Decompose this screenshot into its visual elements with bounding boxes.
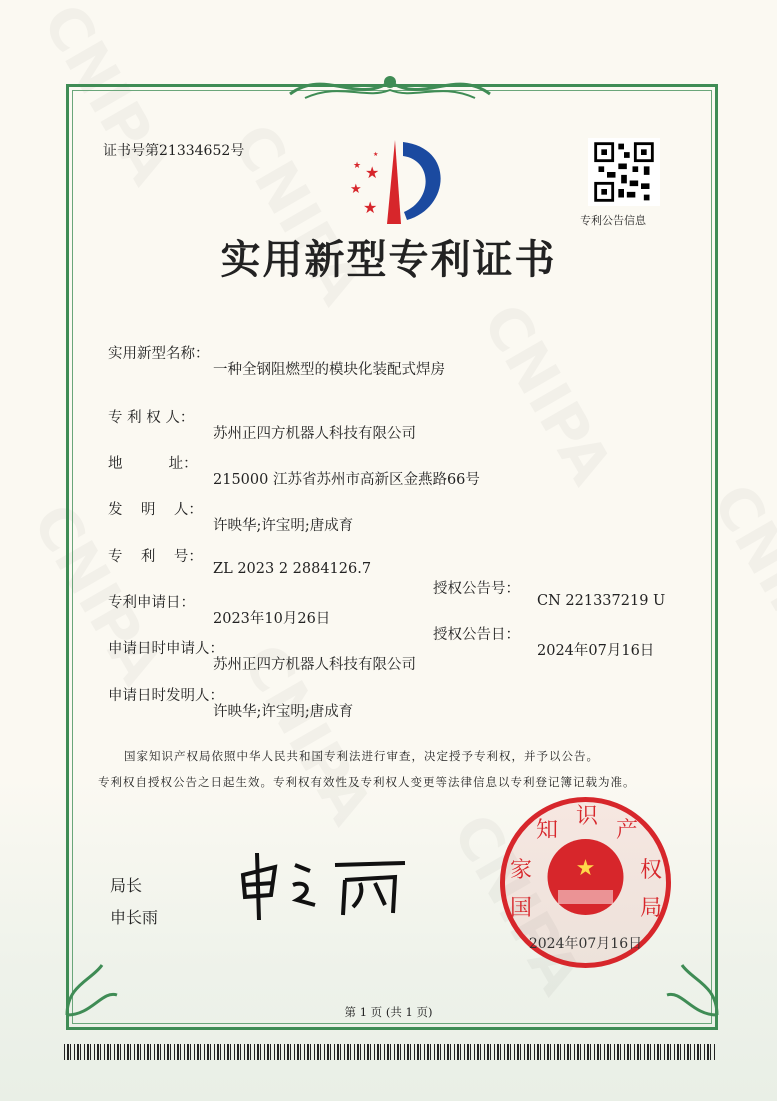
top-ornament xyxy=(285,68,495,104)
svg-text:★: ★ xyxy=(350,182,362,197)
field-inventor xyxy=(0,482,777,534)
field-value: 2023年10月26日 xyxy=(213,611,331,627)
field-value: 215000 江苏省苏州市高新区金燕路66号 xyxy=(213,472,480,488)
svg-text:★: ★ xyxy=(363,198,378,217)
qr-label: 专利公告信息 xyxy=(580,214,646,227)
svg-text:★: ★ xyxy=(353,161,362,171)
field-applicant-at-filing xyxy=(0,621,777,673)
field-label: 申请日时申请人： xyxy=(108,641,224,657)
field-value: 苏州正四方机器人科技有限公司 xyxy=(213,657,416,673)
svg-text:★: ★ xyxy=(373,151,379,158)
field-label: 授权公告日： xyxy=(433,627,520,643)
field-label: 授权公告号： xyxy=(433,581,520,597)
official-seal xyxy=(498,795,673,970)
field-label: 地 址： xyxy=(108,456,198,472)
field-value: 许映华;许宝明;唐成育 xyxy=(213,704,354,720)
notice-line: 国家知识产权局依照中华人民共和国专利法进行审查，决定授予专利权，并予以公告。 xyxy=(124,749,599,763)
field-value: 许映华;许宝明;唐成育 xyxy=(213,518,354,534)
field-patentee xyxy=(0,390,777,442)
field-value: CN 221337219 U xyxy=(537,593,666,609)
field-label: 申请日时发明人： xyxy=(108,688,224,704)
certificate-number: 证书号第21334652号 xyxy=(103,143,245,159)
notice-line: 专利权自授权公告之日起生效。专利权有效性及专利权人变更等法律信息以专利登记簿记载为准。 xyxy=(98,775,636,789)
seal-date: 2024年07月16日 xyxy=(528,936,643,952)
field-label: 专 利 权 人： xyxy=(108,410,195,426)
field-address xyxy=(0,436,777,488)
svg-text:国家知识产权局: 国家知识产权局 xyxy=(510,804,663,921)
page-title: 实用新型专利证书 xyxy=(220,237,557,283)
field-value: 2024年07月16日 xyxy=(537,643,655,659)
field-label: 专利申请日： xyxy=(108,595,195,611)
field-inventor-at-filing xyxy=(0,668,777,720)
signatory-name: 申长雨 xyxy=(110,908,159,927)
page-number: 第 1 页 (共 1 页) xyxy=(344,1005,433,1019)
field-value: ZL 2023 2 2884126.7 xyxy=(213,561,372,577)
qr-code[interactable] xyxy=(588,138,660,206)
signatory xyxy=(110,870,158,934)
cnipa-logo xyxy=(335,138,450,228)
field-label: 发 明 人： xyxy=(108,502,203,518)
field-label: 实用新型名称： xyxy=(108,346,210,362)
signature xyxy=(235,845,410,925)
barcode xyxy=(64,1044,716,1060)
svg-text:★: ★ xyxy=(365,163,380,182)
field-name xyxy=(0,326,777,378)
field-value: 苏州正四方机器人科技有限公司 xyxy=(213,426,416,442)
field-value: 一种全钢阻燃型的模块化装配式焊房 xyxy=(213,362,445,378)
signatory-title: 局长 xyxy=(110,876,143,895)
svg-text:★: ★ xyxy=(575,856,596,881)
field-label: 专 利 号： xyxy=(108,549,203,565)
